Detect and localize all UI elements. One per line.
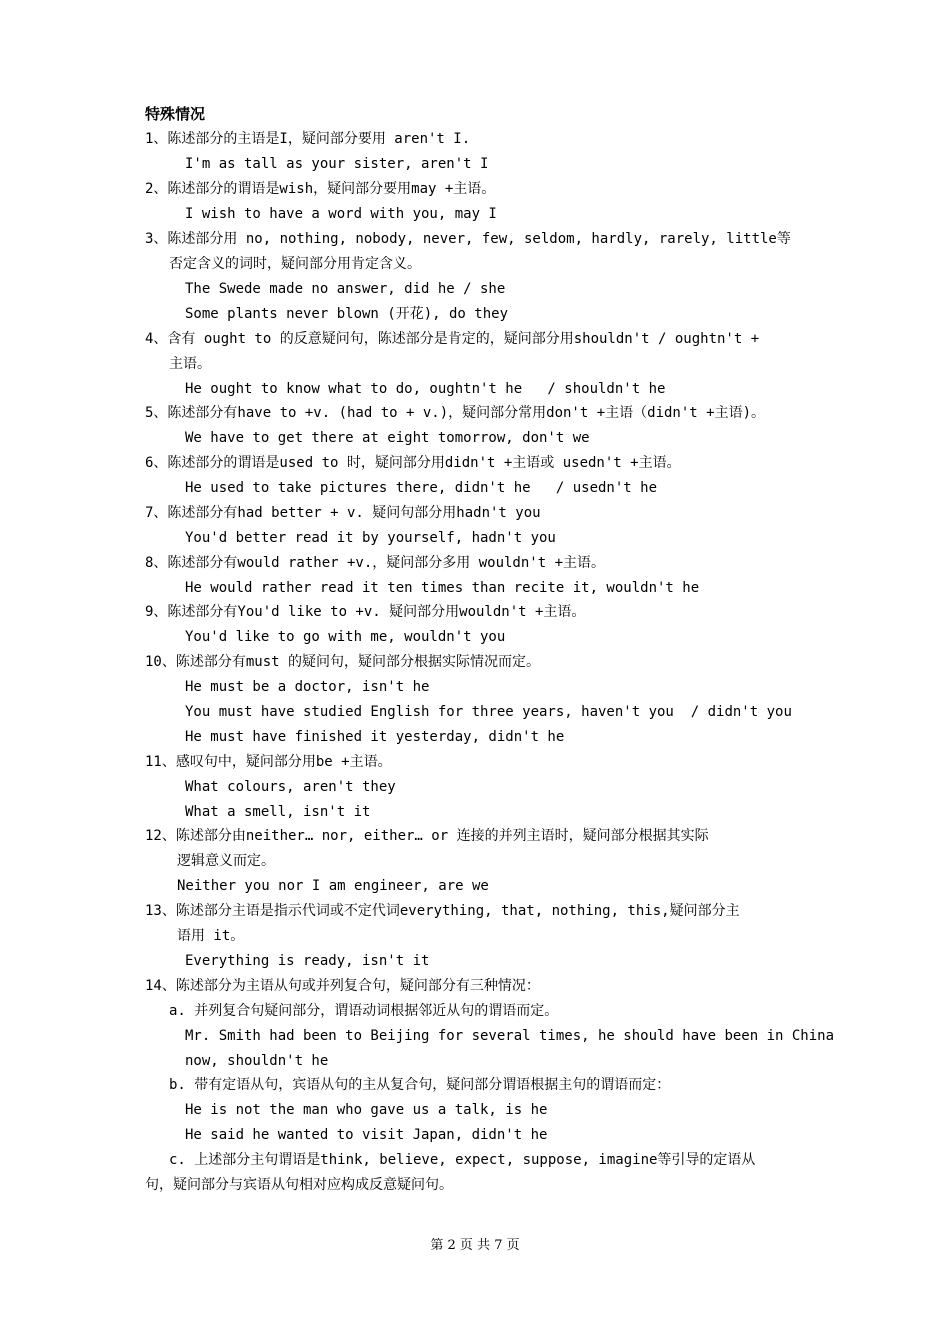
rule-14-case-c: c. 上述部分主句谓语是think, believe, expect, suppose, imagine等引导的定语从 — [169, 1152, 756, 1168]
example-line: What colours, aren't they — [185, 779, 396, 795]
rule-11: 11、感叹句中，疑问部分用be +主语。 — [145, 754, 392, 770]
rule-12: 12、陈述部分由neither… nor, either… or 连接的并列主语时，疑问部分根据其实际 — [145, 828, 709, 844]
section-heading: 特殊情况 — [145, 105, 206, 123]
example-line: He would rather read it ten times than recite it, wouldn't he — [185, 580, 700, 596]
rule-12-continuation: 逻辑意义而定。 — [177, 853, 275, 869]
rule-14-case-b: b. 带有定语从句，宾语从句的主从复合句，疑问部分谓语根据主句的谓语而定： — [169, 1077, 671, 1093]
example-line: You'd like to go with me, wouldn't you — [185, 629, 506, 645]
example-line: Mr. Smith had been to Beijing for several times, he should have been in China — [185, 1028, 835, 1044]
example-line: He must be a doctor, isn't he — [185, 679, 430, 695]
example-line: I wish to have a word with you, may I — [185, 206, 497, 222]
rule-13: 13、陈述部分主语是指示代词或不定代词everything, that, nothing, this,疑问部分主 — [145, 903, 740, 919]
example-line: What a smell, isn't it — [185, 804, 371, 820]
rule-4: 4、含有 ought to 的反意疑问句，陈述部分是肯定的，疑问部分用shouldn't / oughtn't + — [145, 331, 760, 347]
example-line: He ought to know what to do, oughtn't he / shouldn't he — [185, 381, 666, 397]
example-line: Some plants never blown (开花), do they — [185, 306, 509, 322]
example-line: Everything is ready, isn't it — [185, 953, 430, 969]
rule-10: 10、陈述部分有must 的疑问句，疑问部分根据实际情况而定。 — [145, 654, 540, 670]
example-line: He used to take pictures there, didn't he / usedn't he — [185, 480, 658, 496]
rule-7: 7、陈述部分有had better + v. 疑问句部分用hadn't you — [145, 505, 541, 521]
rule-6: 6、陈述部分的谓语是used to 时，疑问部分用didn't +主语或 usedn't +主语。 — [145, 455, 681, 471]
example-line: I'm as tall as your sister, aren't I — [185, 156, 489, 172]
rule-8: 8、陈述部分有would rather +v.，疑问部分多用 wouldn't +主语。 — [145, 555, 606, 571]
example-line: now, shouldn't he — [185, 1053, 329, 1069]
rule-9: 9、陈述部分有You'd like to +v. 疑问部分用wouldn't +主语。 — [145, 604, 586, 620]
page-number-footer: 第 2 页 共 7 页 — [430, 1238, 520, 1253]
rule-1: 1、陈述部分的主语是I，疑问部分要用 aren't I. — [145, 131, 471, 147]
rule-14-case-c-continuation: 句，疑问部分与宾语从句相对应构成反意疑问句。 — [145, 1177, 453, 1193]
example-line: He said he wanted to visit Japan, didn't he — [185, 1127, 548, 1143]
rule-14-case-a: a. 并列复合句疑问部分，谓语动词根据邻近从句的谓语而定。 — [169, 1003, 559, 1019]
example-line: You must have studied English for three years, haven't you / didn't you — [185, 704, 792, 720]
rule-4-continuation: 主语。 — [169, 356, 211, 372]
rule-3: 3、陈述部分用 no, nothing, nobody, never, few, seldom, hardly, rarely, little等 — [145, 231, 791, 247]
example-line: The Swede made no answer, did he / she — [185, 281, 506, 297]
rule-3-continuation: 否定含义的词时，疑问部分用肯定含义。 — [169, 256, 421, 272]
example-line: We have to get there at eight tomorrow, don't we — [185, 430, 590, 446]
example-line: He must have finished it yesterday, didn't he — [185, 729, 565, 745]
example-line: You'd better read it by yourself, hadn't you — [185, 530, 556, 546]
example-line: He is not the man who gave us a talk, is he — [185, 1102, 548, 1118]
example-line: Neither you nor I am engineer, are we — [177, 878, 489, 894]
rule-14: 14、陈述部分为主语从句或并列复合句，疑问部分有三种情况： — [145, 978, 540, 994]
rule-5: 5、陈述部分有have to +v. (had to + v.)，疑问部分常用don't +主语（didn't +主语)。 — [145, 405, 766, 421]
rule-13-continuation: 语用 it。 — [177, 928, 245, 944]
rule-2: 2、陈述部分的谓语是wish，疑问部分要用may +主语。 — [145, 181, 496, 197]
